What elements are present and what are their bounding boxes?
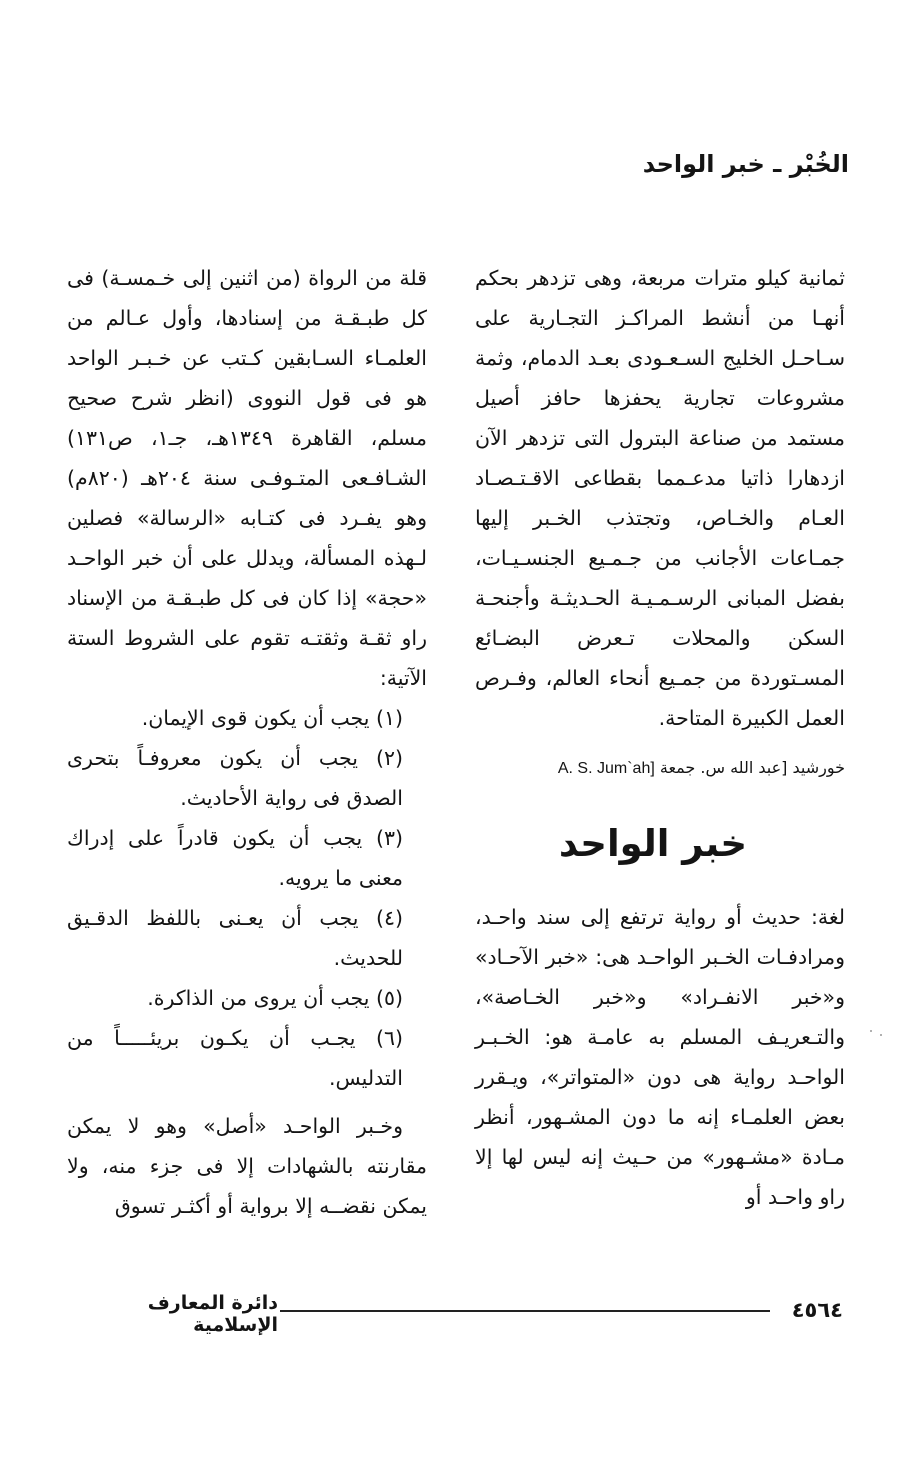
condition-item (67, 898, 427, 978)
condition-number: (٥) (375, 986, 403, 1010)
left-column (67, 258, 427, 1226)
conditions-list (67, 698, 427, 1098)
condition-number: (١) (375, 706, 403, 730)
running-head: الخُبْر ـ خبر الواحد (642, 150, 849, 178)
condition-text: يجب أن يروى من الذاكرة. (147, 986, 370, 1010)
condition-number: (٣) (375, 826, 403, 850)
condition-number: (٦) (375, 1026, 403, 1050)
condition-text: يجب أن يكون قوى الإيمان. (141, 706, 370, 730)
condition-item (67, 978, 427, 1018)
condition-text: يجـب أن يكـون بريئـــــاً من التدليس. (67, 1026, 403, 1090)
continuation-paragraph: قلة من الرواة (من اثنين إلى خـمسـة) فى كل طبـقـة من إسنادها، وأول عـالم من العلمـاء السـابقين كـتب عن خـبـر الواحد هو فى قول النووى (انظر شرح صحيح مسلم، القاهرة ١٣٤٩هـ، جـ١، ص١٣١) الشـافـعى المتـوفـى سنة ٢٠٤هـ (٨٢٠م) وهو يفـرد فى كتـابه «الرسالة» فصلين لـهذه المسألة، ويدلل على أن خبر الواحـد «حجة» إذا كان فى كل طبـقـة من الإسناد راو ثقـة وثقتـه تقوم على الشروط الستة الآتية: (67, 266, 427, 690)
scan-speck (880, 1034, 882, 1036)
condition-text: يجب أن يعـنى باللفظ الدقـيق للحديث. (67, 906, 403, 970)
page-number: ٤٥٦٤ (791, 1298, 843, 1322)
author-arabic: خورشيد [عبد الله س. جمعة (659, 758, 845, 777)
condition-text: يجب أن يكون قادراً على إدراك معنى ما يرويه. (67, 826, 403, 890)
closing-paragraph: وخـبر الواحـد «أصل» وهو لا يمكن مقارنته بالشهادات إلا فى جزء منه، ولا يمكن نقضــه إلا برواية أو أكثـر تسوق (67, 1114, 427, 1218)
author-signature (475, 754, 845, 783)
scan-speck (870, 1030, 872, 1032)
entry-title: خبر الواحد (558, 822, 748, 865)
publication-title: دائرة المعارف الإسلامية (147, 1292, 278, 1336)
condition-item (67, 1018, 427, 1098)
condition-item (67, 738, 427, 818)
right-column (475, 258, 845, 1217)
intro-paragraph: ثمانية كيلو مترات مربعة، وهى تزدهر بحكم أنهـا من أنشط المراكـز التجـارية على سـاحـل الخليج السـعـودى بعـد الدمام، وثمة مشروعات تجارية يحفزها حافز أصيل مستمد من صناعة البترول التى تزدهر الآن ازدهارا ذاتيا مدعـمما بقطاعى الاقـتـصـاد العـام والخـاص، وتجتذب الخـبر إليها جمـاعات الأجانب من جـمـيع الجنسـيـات، بفضل المبانى الرسـمـيـة الحـديثـة وأجنحـة السكن والمحلات تـعرض البضـائع المسـتوردة من جمـيع أنحاء العالم، وفـرص العمل الكبيرة المتاحة. (475, 266, 845, 730)
condition-number: (٤) (375, 906, 403, 930)
definition-paragraph: لغة: حديث أو رواية ترتفع إلى سند واحـد، ومرادفـات الخـبر الواحـد هى: «خبر الآحـاد» و«خبر الانفـراد» و«خبر الخـاصة»، والتـعريـف المسلم به عامـة هو: الخـبـر الواحـد رواية هى دون «المتواتر»، ويـقرر بعض العلمـاء إنه ما دون المشـهور، أنظر مـادة «مشـهور» من حـيث إنه ليس لها إلا راو واحـد أو (475, 905, 845, 1209)
author-latin: A. S. Jum`ah] (557, 760, 655, 777)
condition-text: يجب أن يكون معروفـاً بتحرى الصدق فى رواية الأحاديث. (67, 746, 403, 810)
condition-number: (٢) (375, 746, 403, 770)
condition-item (67, 818, 427, 898)
footer-rule (280, 1310, 770, 1312)
condition-item (67, 698, 427, 738)
